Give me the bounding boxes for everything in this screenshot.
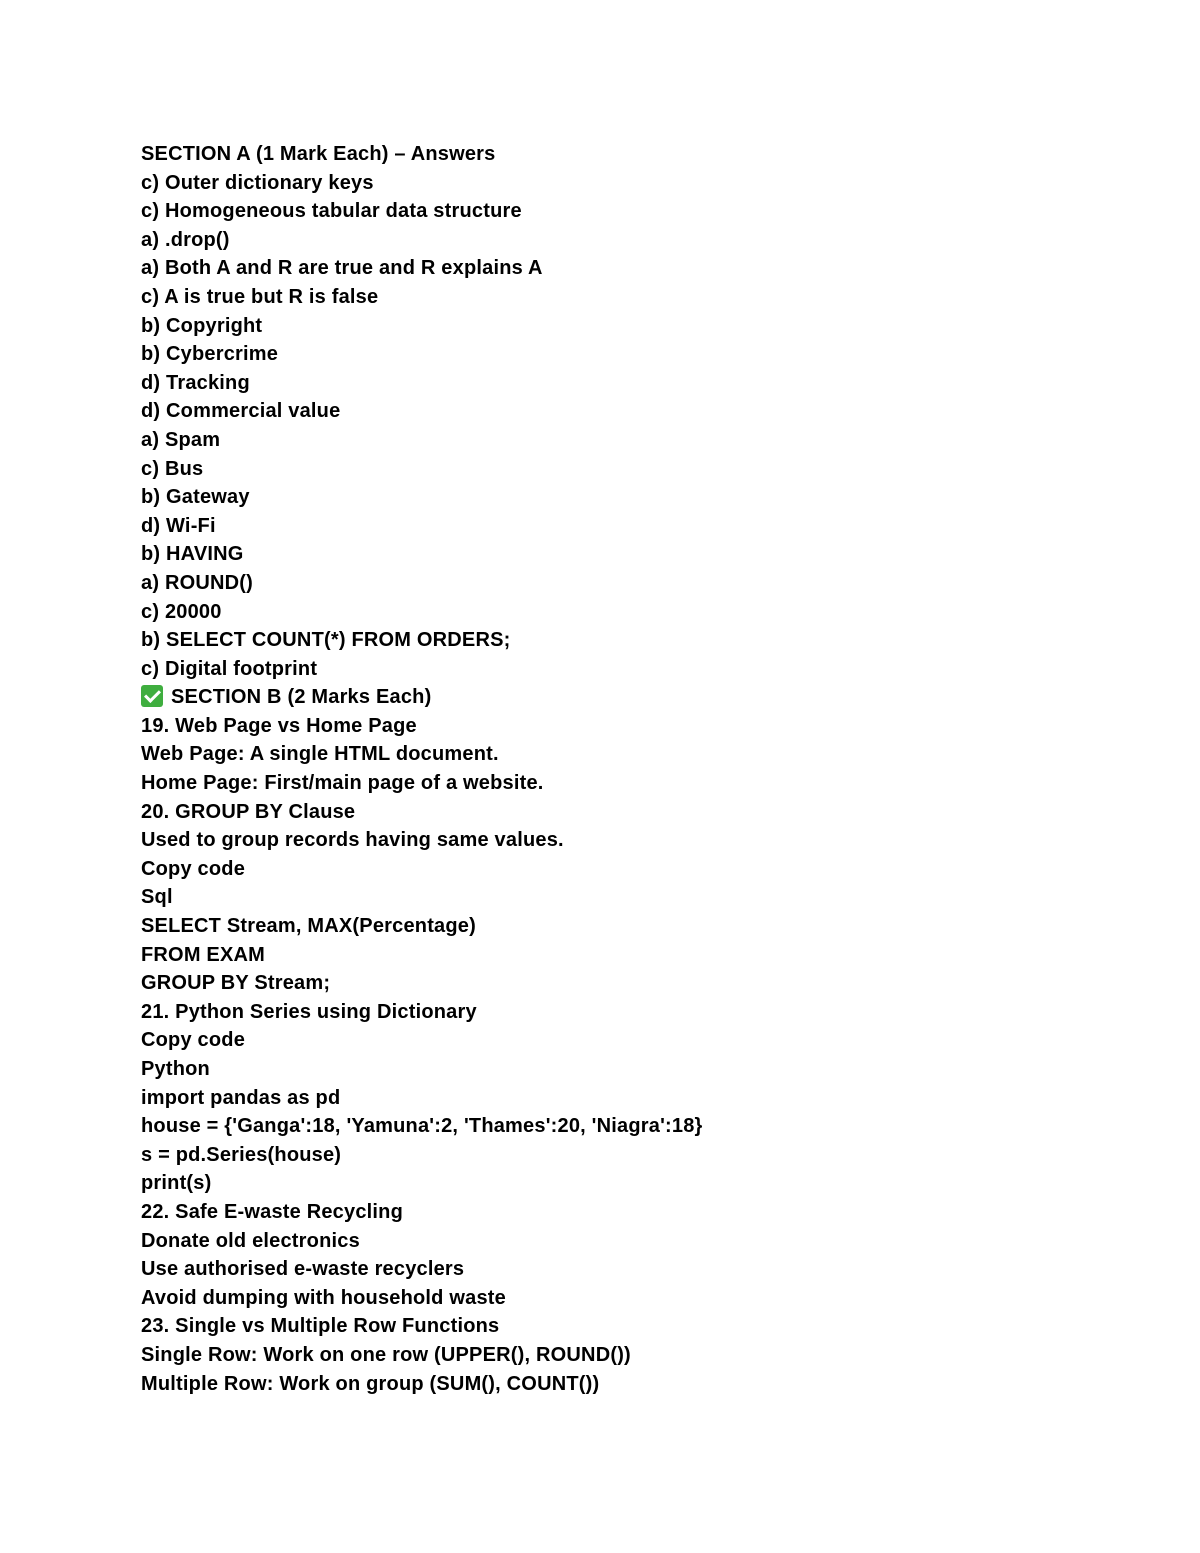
answer-12: b) Gateway [141,486,250,509]
q22-heading: 22. Safe E-waste Recycling [141,1200,403,1223]
code-line: FROM EXAM [141,943,266,966]
copy-code-label: Copy code [141,1029,246,1052]
answer-10: a) Spam [141,428,221,451]
q22-line-3: Avoid dumping with household waste [141,1286,506,1309]
answer-15: a) ROUND() [141,571,253,594]
section-b-heading [141,683,1141,712]
code-line: GROUP BY Stream; [141,972,331,995]
answer-6: b) Copyright [141,314,263,337]
q20-line-1: Used to group records having same values. [141,829,564,852]
answer-16: c) 20000 [141,600,222,623]
q23-line-1: Single Row: Work on one row (UPPER(), ROUND()) [141,1343,631,1366]
answer-4: a) Both A and R are true and R explains A [141,257,543,280]
q19-line-2: Home Page: First/main page of a website. [141,772,544,795]
answer-14: b) HAVING [141,543,244,566]
code-line: s = pd.Series(house) [141,1143,342,1166]
answer-18: c) Digital footprint [141,657,318,680]
section-b-heading-text: SECTION B (2 Marks Each) [171,686,432,709]
q23-line-2: Multiple Row: Work on group (SUM(), COUNT()) [141,1372,600,1395]
q23-heading: 23. Single vs Multiple Row Functions [141,1315,500,1338]
answer-11: c) Bus [141,457,204,480]
code-line: import pandas as pd [141,1086,341,1109]
code-line: print(s) [141,1172,212,1195]
q19-line-1: Web Page: A single HTML document. [141,743,499,766]
answer-9: d) Commercial value [141,400,341,423]
answer-8: d) Tracking [141,371,250,394]
check-mark-icon [141,685,163,707]
code-language-label: Python [141,1058,210,1080]
answer-3: a) .drop() [141,228,230,251]
code-line: house = {'Ganga':18, 'Yamuna':2, 'Thames':20, 'Niagra':18} [141,1115,703,1138]
code-line: SELECT Stream, MAX(Percentage) [141,915,476,938]
document-body [141,140,1141,1398]
section-a-heading: SECTION A (1 Mark Each) – Answers [141,143,496,165]
answer-2: c) Homogeneous tabular data structure [141,200,522,223]
answer-7: b) Cybercrime [141,343,279,366]
q19-heading: 19. Web Page vs Home Page [141,714,417,737]
answer-13: d) Wi-Fi [141,514,216,537]
q20-heading: 20. GROUP BY Clause [141,800,356,823]
copy-code-label: Copy code [141,857,246,880]
code-language-label: Sql [141,886,173,909]
q22-line-2: Use authorised e-waste recyclers [141,1258,465,1281]
q22-line-1: Donate old electronics [141,1229,360,1252]
q21-heading: 21. Python Series using Dictionary [141,1000,477,1023]
answer-17: b) SELECT COUNT(*) FROM ORDERS; [141,629,511,652]
answer-5: c) A is true but R is false [141,285,379,308]
answer-1: c) Outer dictionary keys [141,171,374,194]
